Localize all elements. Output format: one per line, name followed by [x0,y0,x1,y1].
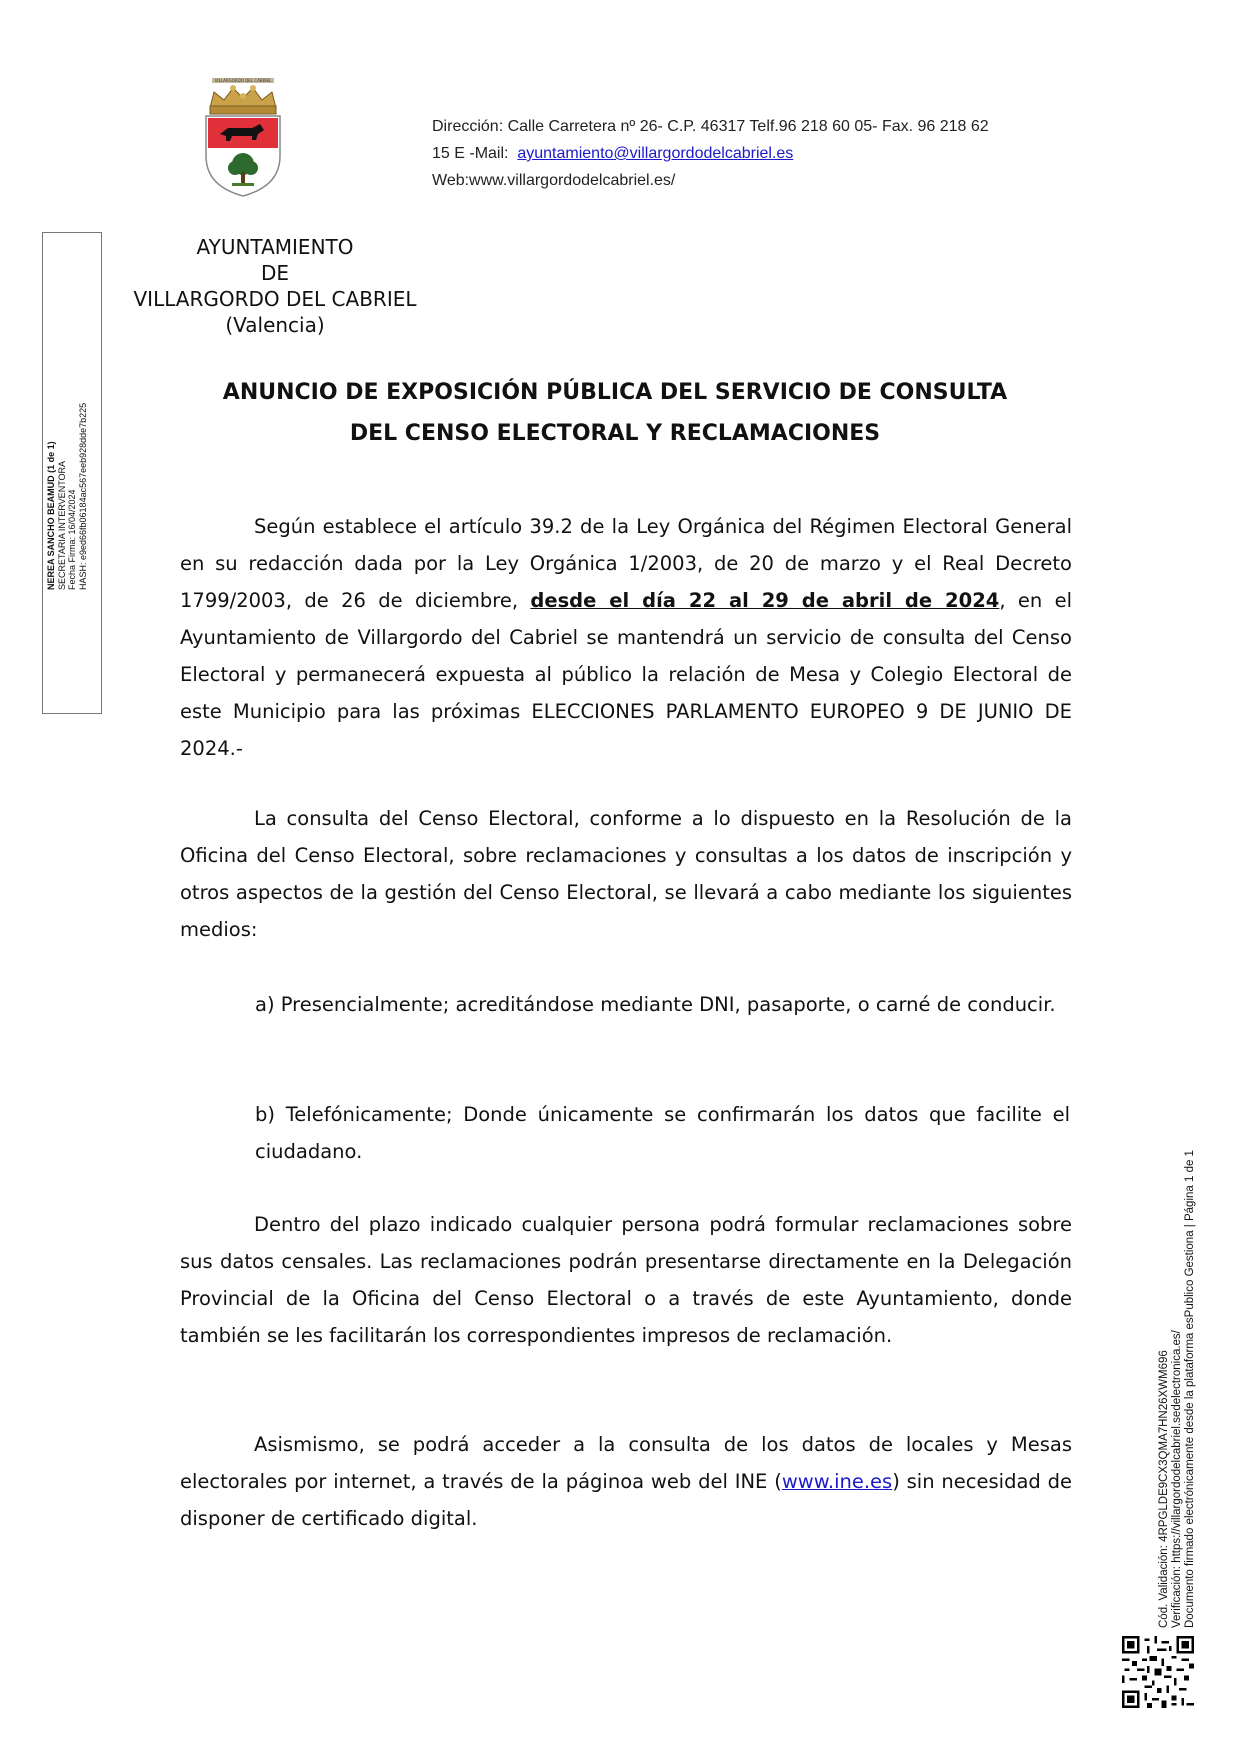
paragraph-1 [180,508,1072,767]
email-label: 15 E -Mail: [432,145,518,162]
institution-line-3: VILLARGORDO DEL CABRIEL [133,287,417,311]
signer-name: NEREA SANCHO BEAMUD (1 de 1) [46,441,56,590]
title-line-2: DEL CENSO ELECTORAL Y RECLAMACIONES [349,421,881,446]
title-line-1: ANUNCIO DE EXPOSICIÓN PÚBLICA DEL SERVICIO DE CONSULTA [222,380,1008,405]
coat-of-arms-logo [200,78,286,198]
qr-code-icon[interactable] [1122,1636,1194,1708]
p6-text-a: Asismismo, se podrá acceder a la consulta de los datos de locales y Mesas electorales por internet, a través de la páginoa web del INE ( [180,1433,1072,1493]
p6-text-b: ) sin necesidad de disponer de certificado digital. [180,1470,1072,1530]
logo-banner-text: VILLARGORDO DEL CABRIEL [214,78,272,83]
address-line: Dirección: Calle Carretera nº 26- C.P. 46317 Telf.96 218 60 05- Fax. 96 218 62 [432,118,989,135]
verification-info [1158,1088,1197,1628]
list-item-b: b) Telefónicamente; Donde únicamente se confirmarán los datos que facilite el ciudadano. [255,1103,1070,1163]
p1-text-b: , en el Ayuntamiento de Villargordo del Cabriel se mantendrá un servicio de consulta del Censo Electoral y permanecerá expuesta al público la relación de Mesa y Colegio Electoral de este Municipio para las próximas ELECCIONES PARLAMENTO EUROPEO 9 DE JUNIO DE 2024.- [180,589,1072,760]
institution-line-2: DE [260,261,290,285]
web-line: Web:www.villargordodelcabriel.es/ [432,172,676,189]
paragraph-2 [180,800,1072,948]
signature-date: Fecha Firma: 16/04/2024 [67,489,77,590]
validation-code: Cód. Validación: 4RPGLDE9CX3QMA7HN26XWM696 [1158,1350,1170,1628]
institution-line-4: (Valencia) [225,313,325,337]
paragraph-4 [180,1426,1072,1537]
signature-info [46,370,88,590]
email-line [432,140,989,167]
ine-link[interactable]: www.ine.es [781,1470,893,1493]
document-title [180,372,1050,454]
contact-info [432,113,989,194]
institution-line-1: AYUNTAMIENTO [196,235,354,259]
p5-text: Dentro del plazo indicado cualquier persona podrá formular reclamaciones sobre sus datos censales. Las reclamaciones podrán presentarse directamente en la Delegación Provincial de la Oficina del Censo Electoral o a través de este Ayuntamiento, donde también se les facilitarán los correspondientes impresos de reclamación. [180,1213,1072,1347]
p1-text-a: Según establece el artículo 39.2 de la Ley Orgánica del Régimen Electoral General en su redacción dada por la Ley Orgánica 1/2003, de 20 de marzo y el Real Decreto 1799/2003, de 26 de diciembre, [180,515,1072,612]
signer-role: SECRETARIA INTERVENTORA [56,460,67,590]
email-link[interactable]: ayuntamiento@villargordodelcabriel.es [517,145,794,162]
p1-date-range: desde el día 22 al 29 de abril de 2024 [530,589,1000,612]
p2-text: La consulta del Censo Electoral, conforme a lo dispuesto en la Resolución de la Oficina del Censo Electoral, sobre reclamaciones y consultas a los datos de inscripción y otros aspectos de la gestión del Censo Electoral, se llevará a cabo mediante los siguientes medios: [180,807,1072,941]
platform-note: Documento firmado electrónicamente desde la plataforma esPublico Gestiona | Página 1 de 1 [1184,1150,1196,1628]
paragraph-3 [180,1206,1072,1354]
list-item-a: a) Presencialmente; acreditándose mediante DNI, pasaporte, o carné de conducir. [255,993,1056,1016]
verification-url: Verificación: https://villargordodelcabriel.sedelectronica.es/ [1171,1330,1183,1628]
signature-hash: HASH: e9ed66fb06184ac567eeb928dde7b225 [77,402,88,590]
institution-name [110,234,440,338]
